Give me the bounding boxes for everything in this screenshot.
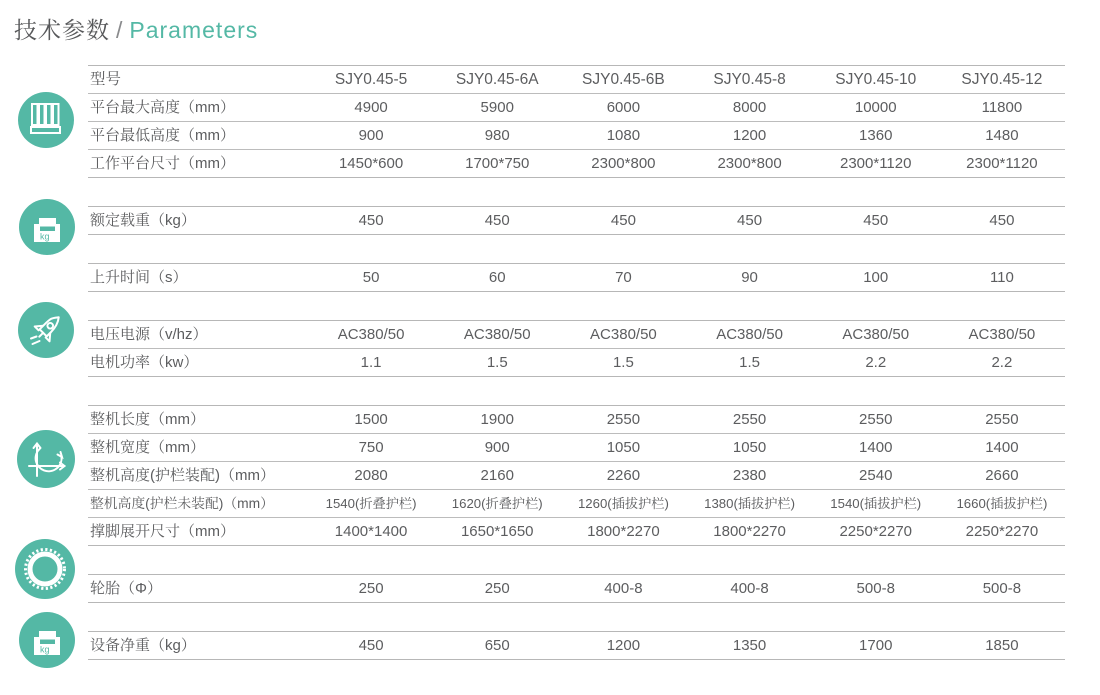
cell-value: 100: [863, 269, 889, 286]
cell-value: 1.5: [486, 354, 508, 371]
cell-value: 1700*750: [465, 155, 530, 172]
table-row: [88, 406, 1065, 433]
cell-value: 400-8: [604, 580, 643, 597]
row-label: 额定载重（kg）: [90, 212, 196, 229]
model-name: SJY0.45-12: [961, 70, 1043, 88]
row-label: 撑脚展开尺寸（mm）: [90, 523, 235, 540]
cell-value: 2160: [480, 467, 514, 484]
cell-value: 1900: [480, 411, 514, 428]
svg-text:kg: kg: [40, 644, 50, 655]
cell-value: 2.2: [865, 354, 887, 371]
row-label: 工作平台尺寸（mm）: [90, 155, 235, 172]
cell-value: 2260: [606, 467, 641, 484]
cell-value: 450: [737, 212, 763, 229]
cell-value: 1800*2270: [587, 523, 660, 540]
table-group: [88, 574, 1065, 603]
cell-value: 8000: [732, 99, 767, 116]
row-label: 平台最大高度（mm）: [90, 99, 235, 116]
row-label: 电机功率（kw）: [90, 354, 199, 371]
page-title-separator: /: [116, 17, 124, 43]
cell-value: 1800*2270: [713, 523, 786, 540]
table-group: [88, 65, 1065, 178]
svg-text:kg: kg: [40, 231, 50, 242]
table-group: [88, 405, 1065, 546]
cell-value: 1660(插拔护栏): [956, 495, 1048, 511]
cell-value: 2080: [354, 467, 388, 484]
cell-value: 1200: [732, 127, 767, 144]
cell-value: 4900: [354, 99, 388, 116]
cell-value: 1540(插拔护栏): [830, 495, 922, 511]
cell-value: 10000: [854, 99, 897, 116]
table-group: [88, 631, 1065, 660]
row-label: 整机高度(护栏未装配)（mm）: [90, 495, 274, 511]
table-row: [88, 93, 1065, 121]
cell-value: 1450*600: [338, 155, 404, 172]
cell-value: 2550: [606, 411, 641, 428]
row-label: 整机宽度（mm）: [90, 439, 205, 456]
row-label: 平台最低高度（mm）: [90, 127, 235, 144]
cell-value: 90: [741, 269, 758, 286]
cell-value: 1700: [859, 637, 893, 654]
cell-value: 2300*800: [591, 155, 656, 172]
cell-value: AC380/50: [590, 326, 657, 343]
cell-value: 250: [484, 580, 510, 597]
cell-value: 1400*1400: [334, 523, 408, 540]
cell-value: 2380: [732, 467, 767, 484]
model-name: SJY0.45-5: [334, 70, 408, 88]
cell-value: 1850: [985, 637, 1019, 654]
cell-value: 1050: [606, 439, 641, 456]
cell-value: 110: [989, 269, 1014, 286]
table-row: [88, 632, 1065, 659]
cell-value: 1.5: [739, 354, 760, 371]
cell-value: 450: [358, 637, 384, 654]
cell-value: 1540(折叠护栏): [325, 495, 417, 511]
cell-value: 2550: [859, 411, 893, 428]
row-label: 轮胎（Φ）: [90, 580, 162, 597]
model-name: SJY0.45-8: [713, 70, 786, 88]
model-label: 型号: [90, 70, 122, 88]
table-row: [88, 575, 1065, 602]
table-row: [88, 489, 1065, 517]
cell-value: 2540: [859, 467, 893, 484]
parameters-table: [88, 65, 1065, 688]
table-group: [88, 206, 1065, 235]
cell-value: 450: [863, 212, 889, 229]
cell-value: 250: [358, 580, 384, 597]
row-label: 电压电源（v/hz）: [90, 326, 208, 343]
cell-value: 70: [615, 269, 632, 286]
row-label: 设备净重（kg）: [90, 637, 196, 654]
cell-value: 6000: [606, 99, 641, 116]
net-weight-icon: [19, 612, 75, 668]
cell-value: 2550: [985, 411, 1019, 428]
cell-value: 1480: [985, 127, 1019, 144]
cell-value: 1050: [732, 439, 767, 456]
model-name: SJY0.45-6B: [582, 70, 665, 88]
cell-value: 1260(插拔护栏): [577, 495, 669, 511]
cell-value: 11800: [981, 99, 1023, 116]
cell-value: 1350: [732, 637, 767, 654]
cell-value: 1400: [859, 439, 893, 456]
row-label: 整机长度（mm）: [90, 411, 205, 428]
cell-value: 60: [488, 269, 506, 286]
cell-value: 1620(折叠护栏): [451, 495, 543, 511]
dimensions-icon: [17, 430, 75, 488]
cell-value: 2300*1120: [966, 155, 1038, 172]
cell-value: 2300*1120: [840, 155, 912, 172]
cell-value: 500-8: [982, 580, 1022, 597]
model-name: SJY0.45-10: [835, 70, 917, 88]
cell-value: 1650*1650: [460, 523, 534, 540]
page-title-en: Parameters: [129, 17, 259, 43]
cell-value: 900: [484, 439, 510, 456]
table-row: [88, 207, 1065, 234]
cell-value: AC380/50: [968, 326, 1036, 343]
cell-value: AC380/50: [716, 326, 783, 343]
cell-value: 1.1: [360, 354, 382, 371]
cell-value: 450: [484, 212, 510, 229]
cell-value: 2660: [985, 467, 1019, 484]
cell-value: 900: [358, 127, 384, 144]
table-row: [88, 149, 1065, 177]
cell-value: 2.2: [991, 354, 1013, 371]
cell-value: AC380/50: [842, 326, 910, 343]
rocket-icon: [18, 302, 74, 358]
cell-value: 450: [989, 212, 1015, 229]
cell-value: 750: [358, 439, 384, 456]
cell-value: 450: [610, 212, 636, 229]
page-title-zh: 技术参数: [14, 17, 110, 43]
table-row: [88, 348, 1065, 376]
model-name: SJY0.45-6A: [455, 70, 539, 88]
table-row: [88, 461, 1065, 489]
cell-value: 1380(插拔护栏): [704, 495, 795, 511]
cell-value: 1200: [606, 637, 641, 654]
cell-value: 400-8: [730, 580, 769, 597]
cell-value: 1.5: [612, 354, 634, 371]
table-row: [88, 517, 1065, 545]
cell-value: 50: [362, 269, 380, 286]
cell-value: 2250*2270: [839, 523, 913, 540]
cell-value: 450: [358, 212, 384, 229]
row-label: 上升时间（s）: [90, 269, 188, 286]
row-label: 整机高度(护栏装配)（mm）: [90, 467, 275, 484]
cell-value: 2300*800: [717, 155, 782, 172]
cell-value: 650: [484, 637, 510, 654]
load-weight-icon: [19, 199, 75, 255]
cell-value: 1500: [354, 411, 388, 428]
cell-value: 2250*2270: [965, 523, 1039, 540]
table-group: [88, 320, 1065, 377]
table-row: [88, 121, 1065, 149]
cell-value: 1400: [985, 439, 1019, 456]
page-title: [14, 12, 258, 45]
platform-rail-icon: [18, 92, 74, 148]
cell-value: 1080: [606, 127, 641, 144]
cell-value: 5900: [480, 99, 514, 116]
table-row: [88, 433, 1065, 461]
table-row: [88, 321, 1065, 348]
cell-value: 980: [484, 127, 510, 144]
cell-value: 1360: [859, 127, 893, 144]
table-row: [88, 264, 1065, 291]
cell-value: 500-8: [856, 580, 895, 597]
table-group: [88, 263, 1065, 292]
cell-value: AC380/50: [463, 326, 531, 343]
cell-value: 2550: [732, 411, 767, 428]
wheel-icon: [15, 539, 75, 599]
model-header-row: [88, 66, 1065, 93]
cell-value: AC380/50: [337, 326, 405, 343]
